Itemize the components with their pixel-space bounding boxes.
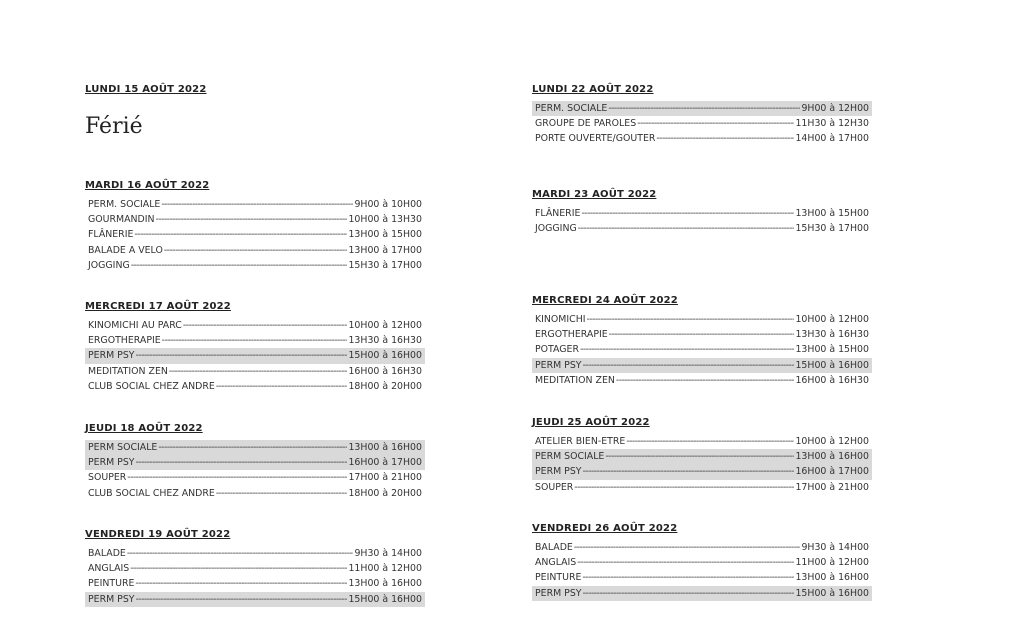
schedule-row-highlighted — [85, 440, 425, 455]
activity: ERGOTHERAPIE — [88, 335, 161, 347]
schedule-row-highlighted — [85, 455, 425, 470]
schedule-row — [85, 576, 425, 591]
schedule-row-highlighted — [532, 464, 872, 479]
time: 17H00 à 21H00 — [348, 472, 422, 484]
activity: FLÂNERIE — [535, 208, 581, 219]
day-mardi-16 — [85, 180, 430, 273]
schedule-row-highlighted — [532, 586, 872, 601]
schedule-row — [532, 540, 872, 555]
leader-dashes — [131, 258, 348, 273]
activity: KINOMICHI AU PARC — [88, 320, 182, 331]
day-lundi-22 — [532, 84, 877, 147]
time: 11H00 à 12H00 — [795, 557, 869, 569]
schedule-row-highlighted — [85, 348, 425, 363]
day-lundi-15 — [85, 84, 430, 139]
schedule-row-highlighted — [85, 592, 425, 607]
time: 15H00 à 16H00 — [795, 587, 869, 599]
leader-dashes — [656, 131, 794, 146]
time: 17H00 à 21H00 — [795, 481, 869, 493]
day-title: VENDREDI 26 AOÛT 2022 — [532, 523, 678, 534]
activity: MEDITATION ZEN — [535, 374, 615, 386]
leader-dashes — [216, 486, 348, 501]
day-title: JEUDI 25 AOÛT 2022 — [532, 417, 650, 428]
time: 9H30 à 14H00 — [354, 548, 422, 559]
time: 10H00 à 12H00 — [348, 320, 422, 331]
activity: FLÂNERIE — [88, 229, 134, 241]
activity: BALADE — [88, 548, 126, 559]
time: 13H00 à 15H00 — [795, 208, 869, 219]
leader-dashes — [164, 243, 348, 258]
schedule-row — [85, 364, 425, 379]
time: 13H30 à 16H30 — [348, 335, 422, 347]
schedule-row — [532, 434, 872, 449]
day-title: LUNDI 15 AOÛT 2022 — [85, 84, 207, 95]
time: 15H00 à 16H00 — [348, 593, 422, 605]
time: 10H00 à 12H00 — [795, 436, 869, 447]
schedule-row — [85, 470, 425, 485]
leader-dashes — [609, 327, 795, 342]
schedule-row — [85, 243, 425, 258]
leader-dashes — [136, 348, 348, 363]
ferie-label: Férié — [85, 114, 143, 139]
schedule-row — [532, 327, 872, 342]
leader-dashes — [162, 333, 348, 348]
time: 9H00 à 10H00 — [354, 199, 422, 210]
activity: CLUB SOCIAL CHEZ ANDRE — [88, 487, 215, 499]
activity: PEINTURE — [535, 572, 582, 584]
activity: POTAGER — [535, 344, 579, 356]
time: 9H00 à 12H00 — [801, 103, 869, 114]
time: 13H30 à 16H30 — [795, 329, 869, 341]
leader-dashes — [616, 373, 795, 388]
leader-dashes — [574, 540, 801, 555]
time: 10H00 à 13H30 — [348, 214, 422, 226]
time: 16H00 à 17H00 — [348, 457, 422, 469]
leader-dashes — [136, 455, 348, 470]
schedule-row — [85, 212, 425, 227]
time: 14H00 à 17H00 — [795, 133, 869, 145]
leader-dashes — [135, 576, 347, 591]
time: 15H30 à 17H00 — [348, 259, 422, 271]
activity: JOGGING — [88, 259, 130, 271]
leader-dashes — [216, 379, 348, 394]
time: 15H00 à 16H00 — [795, 359, 869, 371]
leader-dashes — [605, 449, 794, 464]
time: 9H30 à 14H00 — [801, 542, 869, 553]
time: 13H00 à 16H00 — [348, 578, 422, 590]
time: 13H00 à 17H00 — [348, 244, 422, 256]
schedule-row-highlighted — [532, 449, 872, 464]
leader-dashes — [608, 101, 800, 116]
leader-dashes — [127, 546, 354, 561]
time: 11H00 à 12H00 — [348, 563, 422, 575]
day-title: VENDREDI 19 AOÛT 2022 — [85, 529, 231, 540]
schedule-row — [532, 131, 872, 146]
schedule-row — [85, 486, 425, 501]
leader-dashes — [574, 480, 794, 495]
day-jeudi-25 — [532, 417, 877, 495]
schedule-row — [532, 116, 872, 131]
schedule-row — [532, 342, 872, 357]
leader-dashes — [583, 464, 795, 479]
schedule-row — [532, 570, 872, 585]
time: 16H00 à 17H00 — [795, 466, 869, 478]
schedule-row — [85, 546, 425, 561]
leader-dashes — [158, 440, 347, 455]
activity: ERGOTHERAPIE — [535, 329, 608, 341]
leader-dashes — [581, 206, 794, 221]
day-title: MERCREDI 17 AOÛT 2022 — [85, 301, 231, 312]
time: 13H00 à 16H00 — [795, 451, 869, 463]
schedule-row — [532, 480, 872, 495]
activity: PERM PSY — [88, 457, 135, 469]
activity: PERM SOCIALE — [88, 442, 158, 453]
day-vendredi-26 — [532, 523, 877, 601]
day-vendredi-19 — [85, 529, 430, 607]
leader-dashes — [626, 434, 794, 449]
schedule-row — [85, 379, 425, 394]
activity: PERM PSY — [535, 359, 582, 371]
schedule-row-highlighted — [532, 101, 872, 116]
leader-dashes — [156, 212, 348, 227]
time: 18H00 à 20H00 — [348, 380, 422, 392]
activity: PERM PSY — [535, 587, 582, 599]
schedule-row — [85, 561, 425, 576]
schedule-row — [532, 206, 872, 221]
activity: CLUB SOCIAL CHEZ ANDRE — [88, 380, 215, 392]
activity: PERM. SOCIALE — [535, 103, 608, 114]
activity: BALADE A VELO — [88, 244, 163, 256]
leader-dashes — [183, 318, 348, 333]
leader-dashes — [578, 221, 795, 236]
activity: MEDITATION ZEN — [88, 365, 168, 377]
activity: GROUPE DE PAROLES — [535, 118, 637, 130]
leader-dashes — [134, 227, 347, 242]
day-title: JEUDI 18 AOÛT 2022 — [85, 423, 203, 434]
day-title: MERCREDI 24 AOÛT 2022 — [532, 295, 678, 306]
leader-dashes — [582, 570, 794, 585]
activity: PERM PSY — [88, 350, 135, 362]
activity: SOUPER — [88, 472, 127, 484]
leader-dashes — [580, 342, 794, 357]
day-mercredi-17 — [85, 301, 430, 394]
day-jeudi-18 — [85, 423, 430, 501]
activity: GOURMANDIN — [88, 214, 155, 226]
leader-dashes — [583, 358, 795, 373]
schedule-row — [85, 333, 425, 348]
day-title: MARDI 16 AOÛT 2022 — [85, 180, 210, 191]
activity: PERM. SOCIALE — [88, 199, 161, 210]
activity: PERM SOCIALE — [535, 451, 605, 463]
time: 13H00 à 15H00 — [795, 344, 869, 356]
schedule-row — [85, 197, 425, 212]
time: 18H00 à 20H00 — [348, 487, 422, 499]
time: 13H00 à 15H00 — [348, 229, 422, 241]
leader-dashes — [127, 470, 347, 485]
day-title: LUNDI 22 AOÛT 2022 — [532, 84, 654, 95]
leader-dashes — [577, 555, 794, 570]
activity: PERM PSY — [535, 466, 582, 478]
activity: JOGGING — [535, 223, 577, 235]
activity: SOUPER — [535, 481, 574, 493]
schedule-row — [85, 227, 425, 242]
day-title: MARDI 23 AOÛT 2022 — [532, 189, 657, 200]
activity: ATELIER BIEN-ETRE — [535, 436, 626, 447]
leader-dashes — [637, 116, 794, 131]
leader-dashes — [587, 312, 795, 327]
time: 16H00 à 16H30 — [348, 365, 422, 377]
activity: ANGLAIS — [535, 557, 577, 569]
activity: PERM PSY — [88, 593, 135, 605]
day-mercredi-24 — [532, 295, 877, 388]
time: 15H00 à 16H00 — [348, 350, 422, 362]
time: 10H00 à 12H00 — [795, 314, 869, 325]
leader-dashes — [169, 364, 348, 379]
activity: PEINTURE — [88, 578, 135, 590]
activity: ANGLAIS — [88, 563, 130, 575]
schedule-row — [532, 312, 872, 327]
schedule-row — [532, 221, 872, 236]
schedule-row — [532, 373, 872, 388]
time: 15H30 à 17H00 — [795, 223, 869, 235]
schedule-row — [85, 258, 425, 273]
leader-dashes — [161, 197, 353, 212]
leader-dashes — [130, 561, 347, 576]
activity: KINOMICHI — [535, 314, 586, 325]
leader-dashes — [583, 586, 795, 601]
activity: BALADE — [535, 542, 573, 553]
day-mardi-23 — [532, 189, 877, 236]
schedule-row-highlighted — [532, 358, 872, 373]
schedule-row — [532, 555, 872, 570]
time: 16H00 à 16H30 — [795, 374, 869, 386]
time: 13H00 à 16H00 — [348, 442, 422, 453]
time: 11H30 à 12H30 — [795, 118, 869, 130]
leader-dashes — [136, 592, 348, 607]
activity: PORTE OUVERTE/GOUTER — [535, 133, 656, 145]
time: 13H00 à 16H00 — [795, 572, 869, 584]
schedule-row — [85, 318, 425, 333]
